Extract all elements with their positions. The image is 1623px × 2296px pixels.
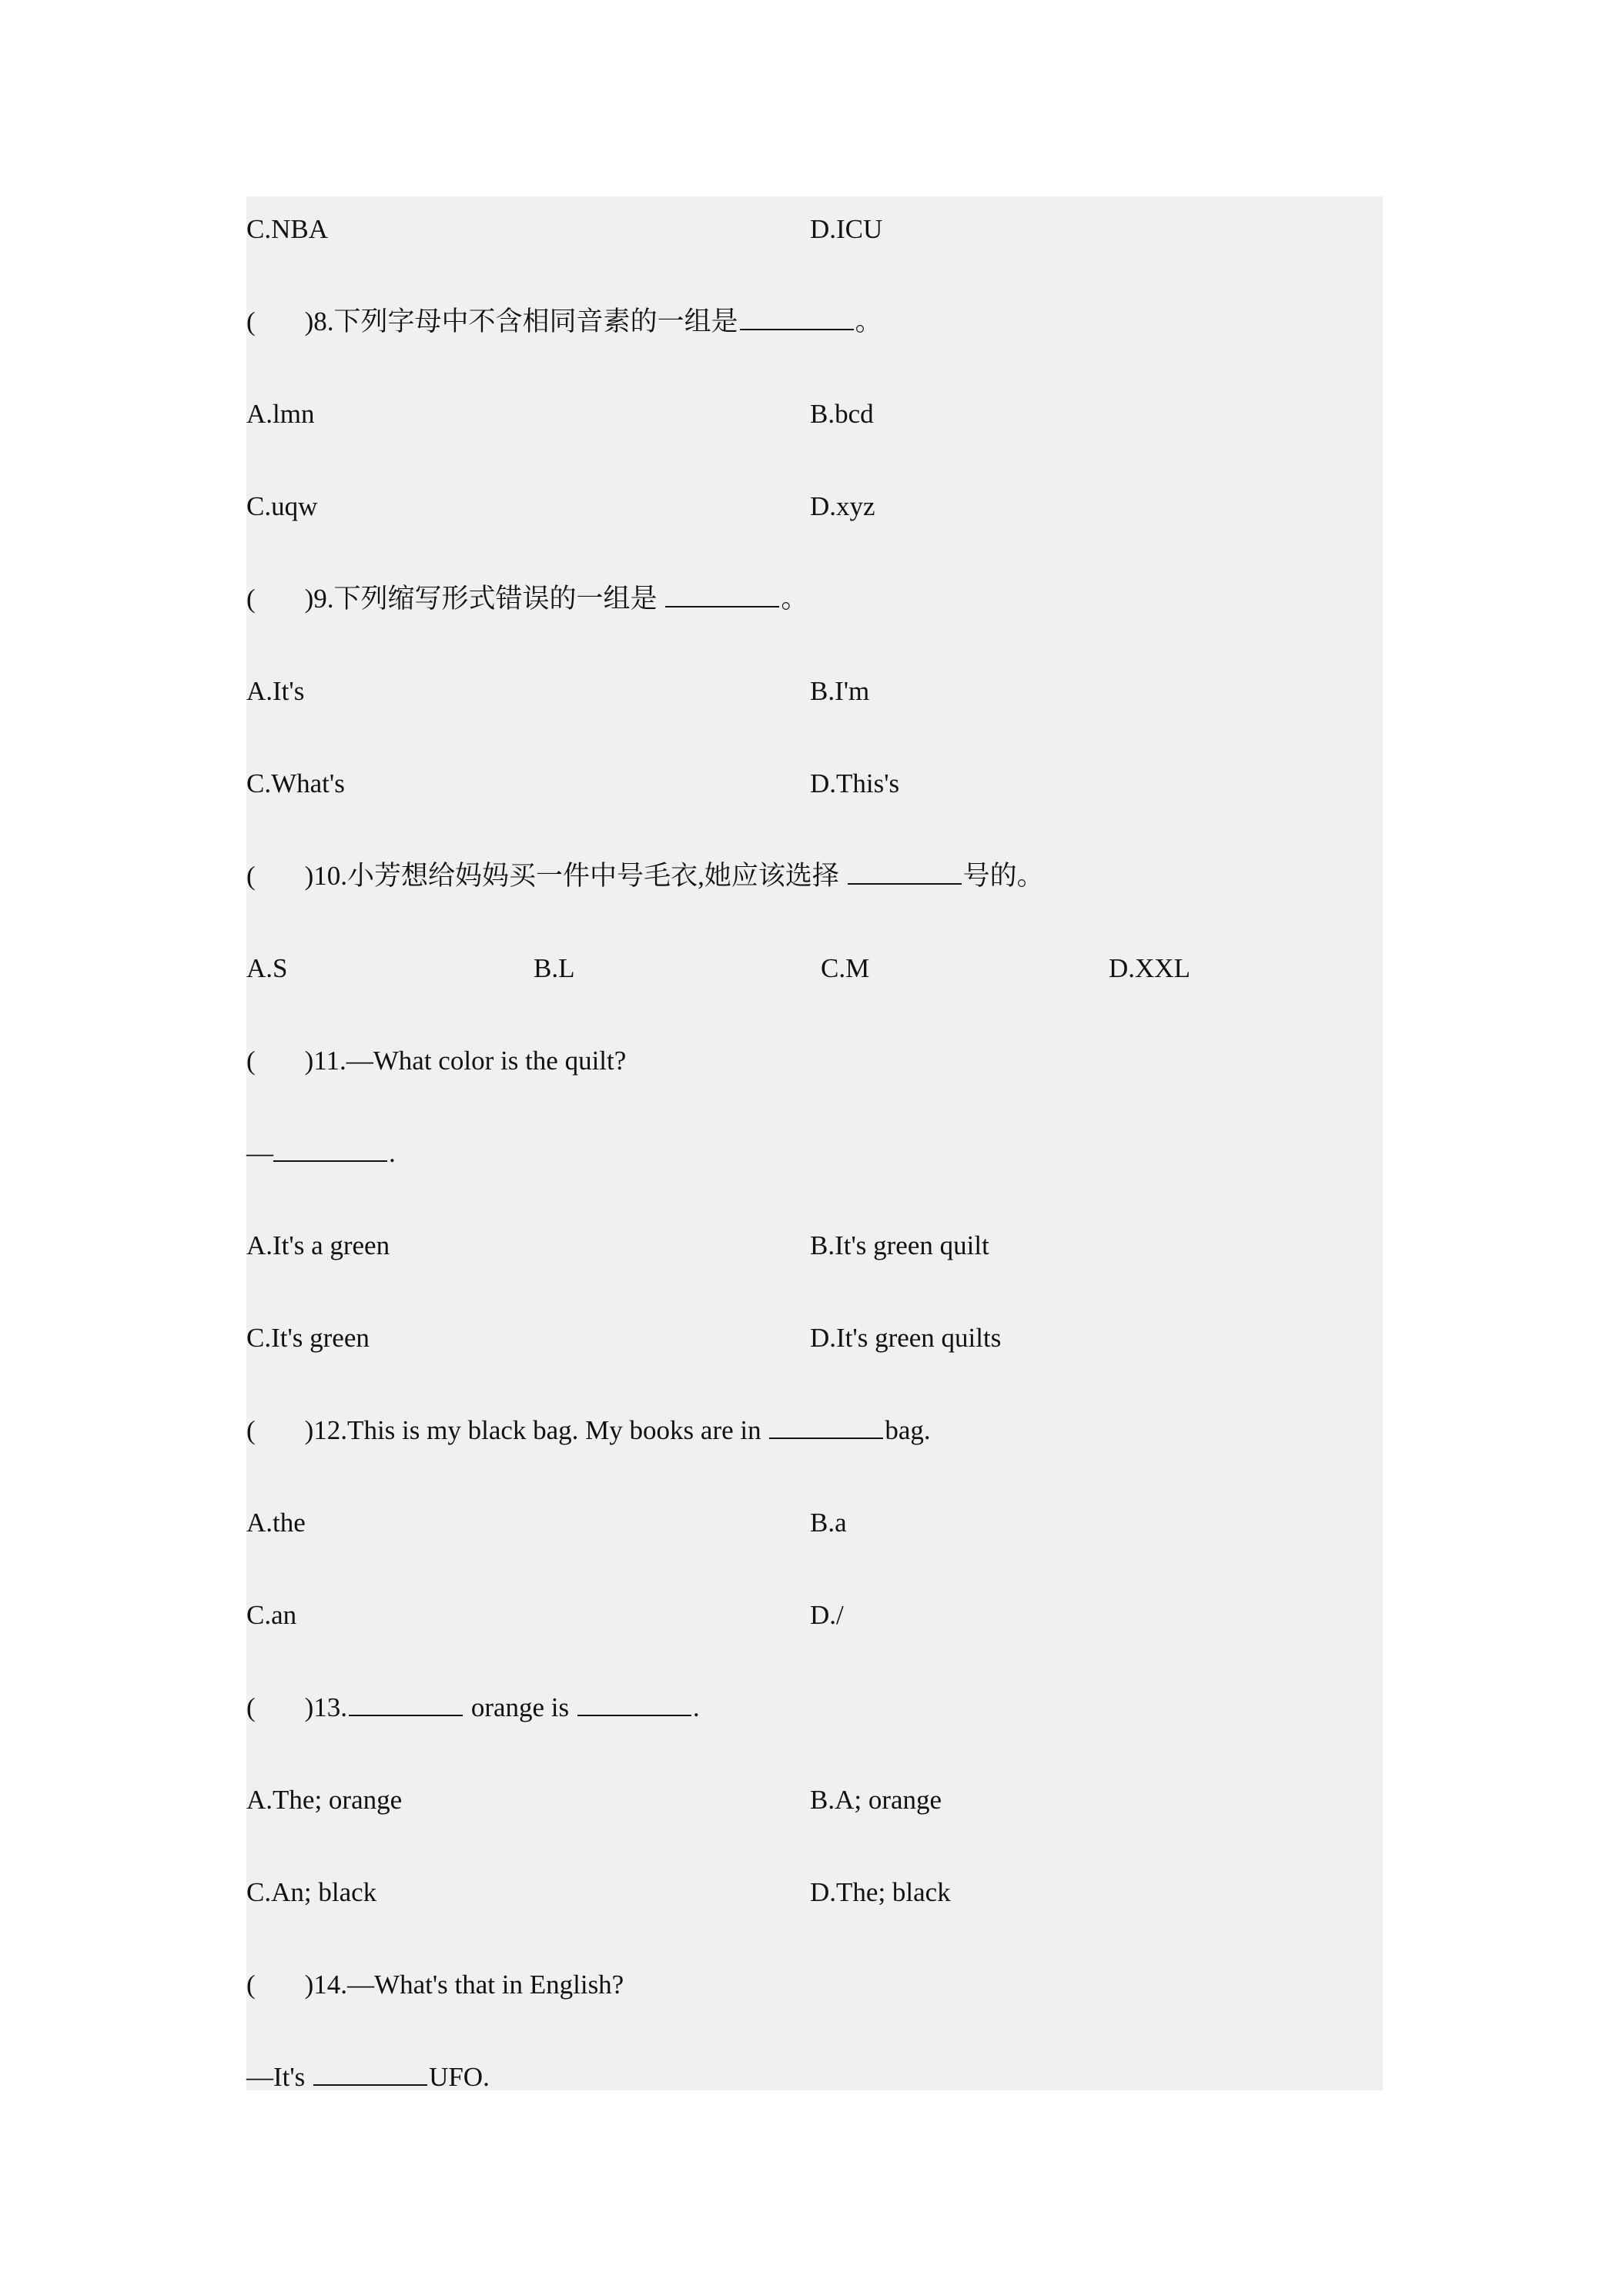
question-14 [246,1962,624,2008]
option-c: C.an [246,1600,297,1630]
option-c: C.uqw [246,491,318,521]
answer-paren: ( [246,306,256,336]
question-11 [246,1038,626,1084]
question-9 [246,576,808,622]
question-text-end: . [692,1692,700,1722]
answer-paren: ( [246,1970,256,2000]
question-text: )8.下列字母中不含相同音素的一组是 [304,306,738,336]
answer-blank [313,2057,427,2086]
option-b: B.bcd [810,399,874,429]
option-b: B.L [534,953,575,983]
question-text: )13. [304,1692,348,1722]
answer-blank [769,1410,883,1439]
question-text-end: 号的。 [962,861,1044,891]
answer-blank [665,578,779,607]
option-a: A.S [246,953,288,983]
option-c: C.NBA [246,214,328,244]
option-c: C.What's [246,768,345,798]
option-a: A.It's [246,676,305,706]
option-d: D.It's green quilts [810,1323,1002,1353]
option-c: C.M [821,953,870,983]
answer-blank [349,1687,463,1716]
question-text-middle: orange is [464,1692,576,1722]
option-b: B.A; orange [810,1785,942,1815]
option-c: C.It's green [246,1323,370,1353]
option-d: D.XXL [1109,953,1190,983]
answer-paren: ( [246,584,256,614]
answer-blank [577,1687,691,1716]
option-a: A.lmn [246,399,315,429]
answer-blank [848,855,962,885]
option-d: D.ICU [810,214,883,244]
answer-paren: ( [246,1046,256,1076]
option-d: D.This's [810,768,900,798]
answer-paren: ( [246,1415,256,1445]
option-d: D./ [810,1600,844,1630]
question-13 [246,1685,700,1731]
answer-prefix: — [246,1138,273,1168]
question-text: )9.下列缩写形式错误的一组是 [304,584,664,614]
answer-prefix: —It's [246,2062,313,2092]
option-d: D.xyz [810,491,875,521]
question-10 [246,853,1044,899]
option-b: B.I'm [810,676,870,706]
question-8 [246,299,882,345]
option-b: B.It's green quilt [810,1230,989,1260]
option-a: A.The; orange [246,1785,403,1815]
answer-paren: ( [246,1692,256,1722]
question-text: )11.—What color is the quilt? [304,1046,627,1076]
answer-line [246,2054,490,2100]
answer-line [246,1130,396,1176]
option-d: D.The; black [810,1877,951,1907]
question-text-end: 。 [855,306,882,336]
option-a: A.It's a green [246,1230,390,1260]
question-text: )14.—What's that in English? [304,1970,624,2000]
answer-blank [273,1133,387,1162]
answer-suffix: . [389,1138,396,1168]
option-a: A.the [246,1508,306,1538]
question-12 [246,1407,931,1454]
question-text-end: 。 [781,584,808,614]
answer-blank [740,301,854,330]
answer-paren: ( [246,861,256,891]
question-text: )10.小芳想给妈妈买一件中号毛衣,她应该选择 [304,861,846,891]
question-text: )12.This is my black bag. My books are in [304,1415,768,1445]
question-text-end: bag. [885,1415,931,1445]
option-c: C.An; black [246,1877,377,1907]
answer-suffix: UFO. [429,2062,490,2092]
option-b: B.a [810,1508,847,1538]
